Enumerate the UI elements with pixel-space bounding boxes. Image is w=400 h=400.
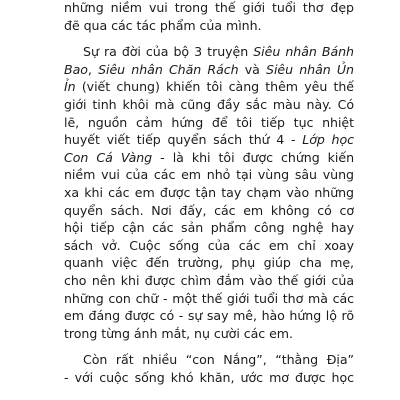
text-line-8 [64,134,354,147]
text-segment: huyết viết tiếp quyển sách thứ 4 - [64,132,303,148]
text-line-10: niềm vui của các em nhỏ tại vùng sâu vùng [64,167,354,183]
book-title-italic: Lớp học [302,132,354,148]
text-segment: , [87,61,99,77]
text-line-13: hội tiếp cận các sản phẩm công nghệ hay [64,220,354,236]
text-line-19: trong từng ánh mắt, nụ cười các em. [64,325,293,341]
book-title-italic: Bao [64,61,88,77]
text-line-9 [64,149,354,165]
text-line-15: quanh việc đến trường, phụ giúp cha mẹ, [64,255,354,271]
text-line-18: em đáng được có - sự say mê, hào hứng lộ rõ [64,308,354,324]
text-line-21: - với cuộc sống khó khăn, ước mơ được học [64,370,354,385]
text-line-5 [64,81,354,94]
text-line-16: cho nên khi được chìm đắm vào thế giới của [64,273,354,288]
book-title-italic: Siêu nhân Chăn Rách [98,61,239,77]
text-line-4 [64,61,354,77]
book-title-italic: Siêu nhân Ủn [266,61,354,77]
text-line-12: quyển sách. Nơi đấy, các em không có cơ [64,202,354,218]
text-line-20: Còn rất nhiều “con Nắng”, “thằng Địa” [83,352,354,368]
book-title-italic: Ỉn [64,79,76,95]
text-line-1: những niềm vui trong thế giới tuổi thơ đẹp [64,0,354,15]
text-segment: Sự ra đời của bộ 3 truyện [83,44,254,60]
book-title-italic: Siêu nhân Bánh [253,44,354,60]
text-line-7: lẽ, nguồn cảm hứng để tôi tiếp tục nhiệt [64,114,354,130]
text-line-11: xa khi các em được tận tay chạm vào những [64,185,354,200]
text-segment: và [238,61,267,77]
text-line-6: giới tinh khôi mà cũng đầy sắc màu này. Có [64,97,354,112]
text-line-14: sách vở. Cuộc sống của các em chỉ xoay [64,237,354,253]
text-line-3 [83,46,354,59]
text-line-17: những con chữ - một thế giới tuổi thơ mà các [64,290,354,306]
text-segment: - là khi tôi được chứng kiến [152,149,354,165]
text-segment: (viết chung) khiến tôi càng thêm yêu thế [75,79,354,95]
text-line-2: đẽ qua các tác phẩm của mình. [64,17,262,33]
book-title-italic: Con Cá Vàng [64,149,153,165]
